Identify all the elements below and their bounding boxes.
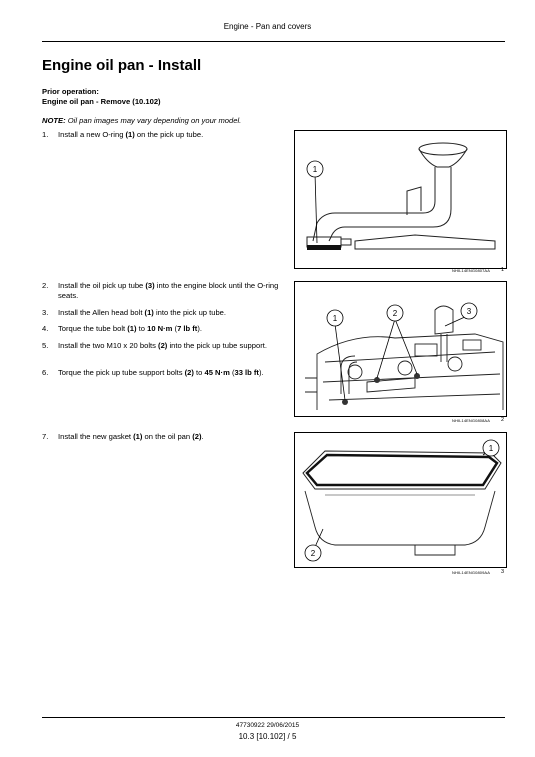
callout-label: 1 bbox=[332, 314, 338, 323]
figure-1-code: NHIL14ENG0807AA bbox=[452, 268, 490, 273]
callout-label: 2 bbox=[392, 309, 398, 318]
step-text: Install the oil pick up tube (3) into the engine block until the O-ring seats. bbox=[58, 281, 279, 300]
step-text: Install the Allen head bolt (1) into the pick up tube. bbox=[58, 308, 227, 317]
step-text: Install the two M10 x 20 bolts (2) into the pick up tube support. bbox=[58, 341, 267, 350]
figure-2-number: 2 bbox=[501, 417, 505, 423]
o-ring-shape bbox=[307, 245, 341, 250]
step-text: Install the new gasket (1) on the oil pan (2). bbox=[58, 432, 204, 441]
figure-3-oil-pan-illustration bbox=[294, 432, 507, 568]
prior-operation-value: Engine oil pan - Remove (10.102) bbox=[42, 97, 161, 106]
prior-operation-label: Prior operation: bbox=[42, 87, 99, 96]
footer-doc-id: 47730922 29/06/2015 bbox=[235, 722, 300, 729]
callout-label: 2 bbox=[310, 549, 316, 558]
callout-label: 1 bbox=[488, 444, 494, 453]
step-3 bbox=[42, 308, 282, 318]
gasket-shape bbox=[307, 455, 497, 485]
callout-label: 1 bbox=[312, 165, 318, 174]
step-5 bbox=[42, 341, 282, 351]
step-number: 1. bbox=[42, 130, 49, 139]
prior-operation bbox=[42, 87, 161, 107]
step-7 bbox=[42, 432, 282, 442]
figure-2-engine-block-illustration bbox=[294, 281, 507, 417]
note-label: NOTE: bbox=[42, 116, 66, 125]
step-number: 6. bbox=[42, 368, 49, 377]
note-text: Oil pan images may vary depending on your model. bbox=[67, 116, 242, 125]
figure-1-pickup-tube-illustration bbox=[294, 130, 507, 269]
step-6 bbox=[42, 368, 282, 378]
step-text: Torque the tube bolt (1) to 10 N·m (7 lb ft). bbox=[58, 324, 202, 333]
footer-rule bbox=[42, 717, 505, 718]
note bbox=[42, 116, 241, 125]
oil-pan-drawing bbox=[295, 433, 506, 567]
figure-3-code: NHIL14ENG0809AA bbox=[452, 570, 490, 575]
step-text: Torque the pick up tube support bolts (2) to 45 N·m (33 lb ft). bbox=[58, 368, 264, 377]
step-number: 2. bbox=[42, 281, 49, 290]
engine-block-drawing bbox=[295, 282, 506, 416]
pickup-tube-drawing bbox=[295, 131, 506, 268]
step-number: 3. bbox=[42, 308, 49, 317]
step-2 bbox=[42, 281, 282, 301]
step-4 bbox=[42, 324, 282, 334]
footer-page-number: 10.3 [10.102] / 5 bbox=[238, 732, 297, 741]
figure-2-code: NHIL14ENG0808AA bbox=[452, 418, 490, 423]
figure-3-number: 3 bbox=[501, 569, 505, 575]
step-number: 7. bbox=[42, 432, 49, 441]
step-1 bbox=[42, 130, 282, 140]
step-number: 4. bbox=[42, 324, 49, 333]
running-header: Engine - Pan and covers bbox=[223, 22, 312, 31]
page-title: Engine oil pan - Install bbox=[42, 57, 202, 74]
callout-label: 3 bbox=[466, 307, 472, 316]
header-rule bbox=[42, 41, 505, 42]
step-text: Install a new O-ring (1) on the pick up tube. bbox=[58, 130, 204, 139]
figure-1-number: 1 bbox=[501, 267, 505, 273]
step-number: 5. bbox=[42, 341, 49, 350]
